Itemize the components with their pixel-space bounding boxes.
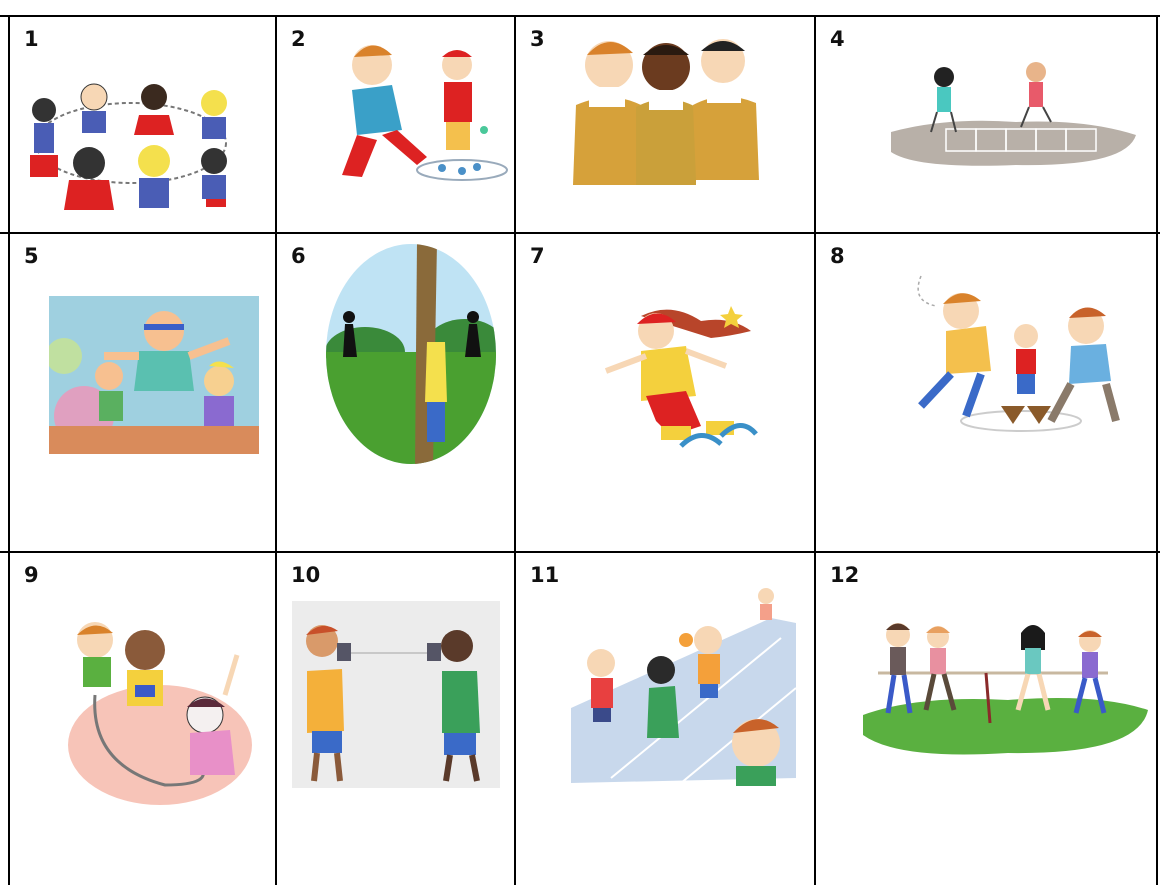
cell-number: 5 <box>24 244 39 268</box>
cell-number: 10 <box>291 563 321 587</box>
table-cell <box>516 553 814 885</box>
table-cell <box>816 17 1156 232</box>
dodgeball-illustration <box>571 578 796 788</box>
table-cell <box>10 553 275 885</box>
roller-skating-illustration <box>601 296 761 456</box>
table-cell <box>516 234 814 551</box>
children-circle-illustration <box>24 75 239 210</box>
table-cell <box>277 553 514 885</box>
table-cell <box>10 17 275 232</box>
cell-number: 3 <box>530 27 545 51</box>
hide-and-seek-illustration <box>325 242 497 467</box>
blind-mans-buff-illustration <box>49 296 259 454</box>
cell-number: 6 <box>291 244 306 268</box>
table-cell <box>816 234 1156 551</box>
table-border-right <box>1156 15 1158 885</box>
spinning-tops-illustration <box>901 256 1131 436</box>
cell-number: 12 <box>830 563 860 587</box>
tin-can-telephone-illustration <box>292 601 500 788</box>
cell-number: 1 <box>24 27 39 51</box>
cell-number: 4 <box>830 27 845 51</box>
cell-number: 8 <box>830 244 845 268</box>
table-cell <box>277 17 514 232</box>
hopscotch-illustration <box>886 47 1141 177</box>
cell-number: 7 <box>530 244 545 268</box>
table-cell <box>277 234 514 551</box>
table-cell <box>516 17 814 232</box>
jump-rope-illustration <box>65 615 255 810</box>
cell-number: 9 <box>24 563 39 587</box>
table-cell <box>10 234 275 551</box>
cell-number: 11 <box>530 563 560 587</box>
cell-number: 2 <box>291 27 306 51</box>
marbles-illustration <box>312 35 512 190</box>
sack-race-illustration <box>571 25 761 185</box>
table-cell <box>816 553 1156 885</box>
tug-of-war-illustration <box>858 615 1153 765</box>
